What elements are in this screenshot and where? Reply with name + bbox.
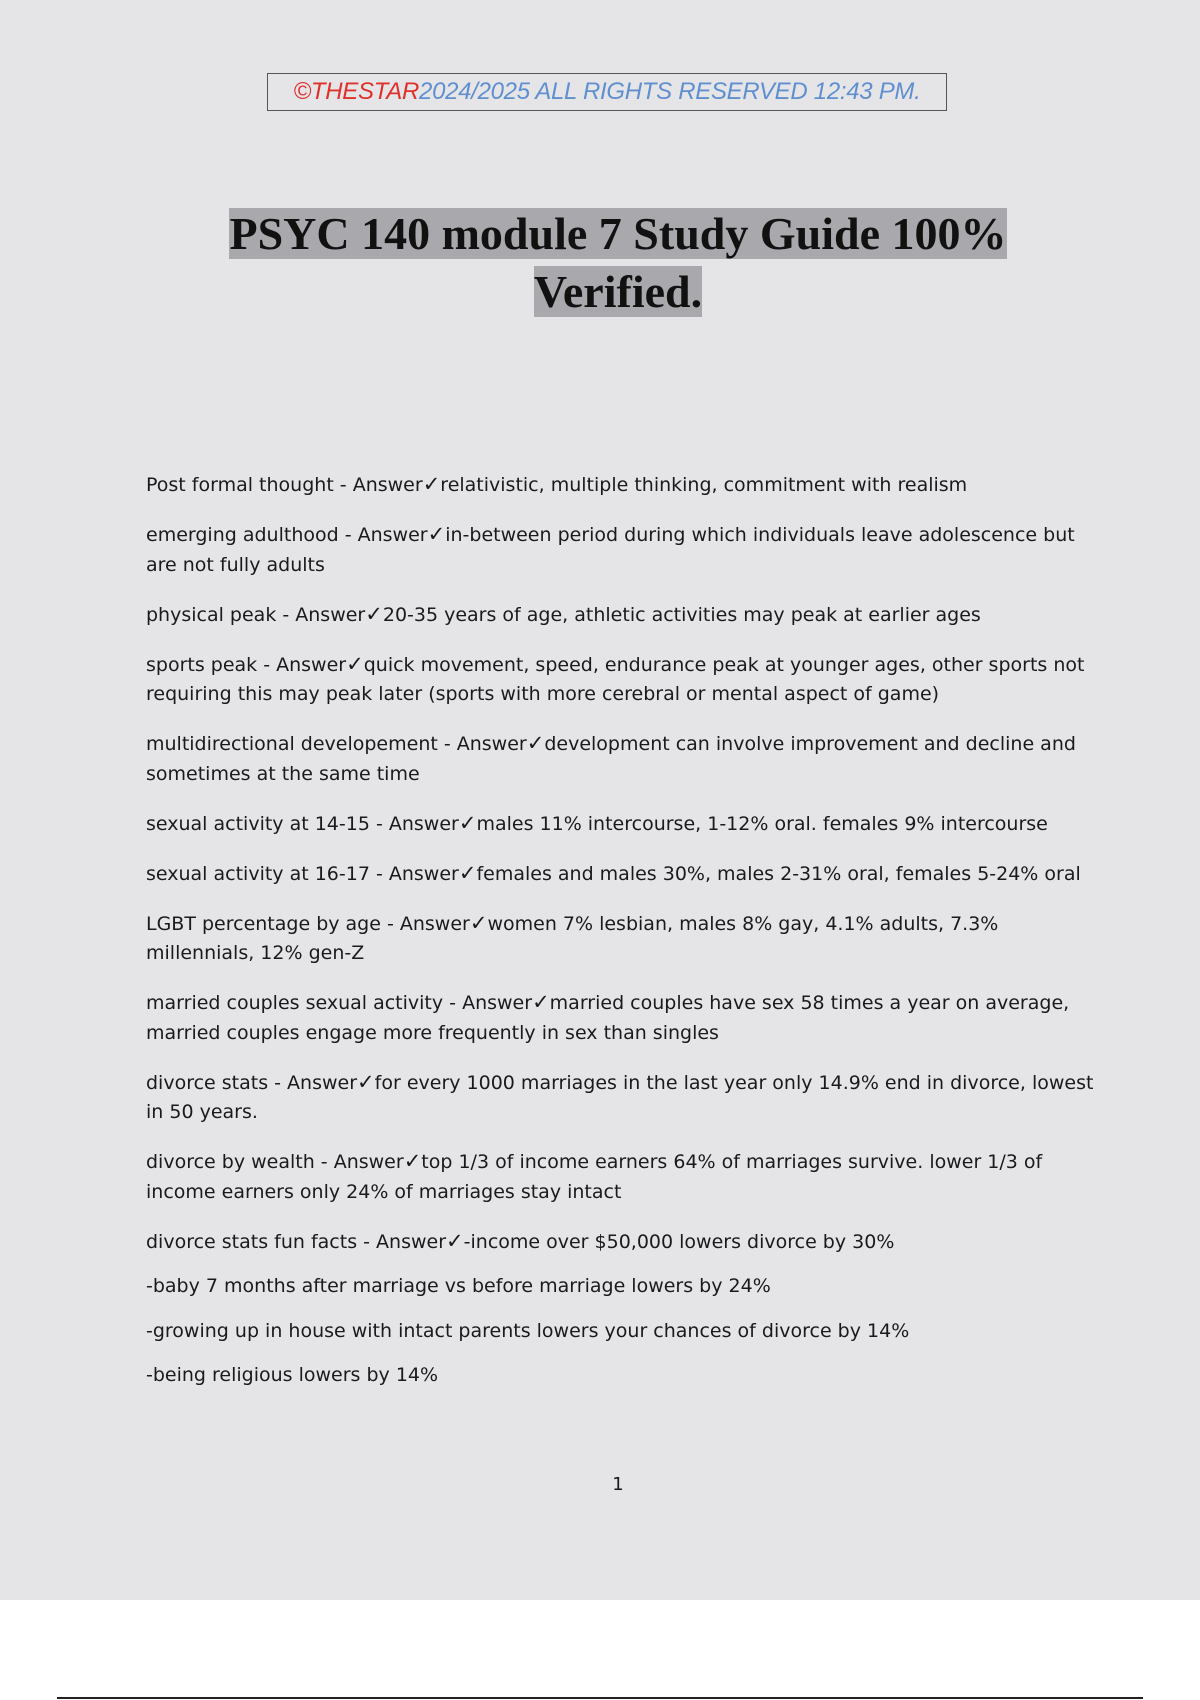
qa-answer: for every 1000 marriages in the last year only 14.9% end in divorce, lowest in 50 years. xyxy=(146,1071,1094,1123)
study-guide-content xyxy=(146,470,1096,1406)
header-rights-text: 2024/2025 ALL RIGHTS RESERVED 12:43 PM. xyxy=(419,78,921,105)
qa-answer: males 11% intercourse, 1-12% oral. females 9% intercourse xyxy=(476,812,1048,835)
answer-label: - Answer xyxy=(357,1230,447,1253)
checkmark-icon: ✓ xyxy=(532,990,550,1014)
qa-entry xyxy=(146,988,1096,1048)
qa-term: sports peak xyxy=(146,653,258,676)
qa-entry xyxy=(146,650,1096,710)
checkmark-icon: ✓ xyxy=(458,860,477,885)
checkmark-icon: ✓ xyxy=(446,1228,464,1253)
answer-label: - Answer xyxy=(257,653,347,676)
page-title xyxy=(0,205,1200,321)
answer-label: - Answer xyxy=(369,812,459,835)
checkmark-icon: ✓ xyxy=(346,651,364,676)
qa-entry xyxy=(146,470,1096,501)
qa-answer: quick movement, speed, endurance peak at younger ages, other sports not requiring this may peak later (sports with more cerebral or mental aspect of game) xyxy=(146,653,1085,705)
answer-label: - Answer xyxy=(333,474,423,496)
qa-entry xyxy=(146,859,1096,890)
qa-answer: -income over $50,000 lowers divorce by 30% xyxy=(463,1230,895,1253)
page-number: 1 xyxy=(612,1474,624,1495)
checkmark-icon: ✓ xyxy=(403,1149,422,1173)
checkmark-icon: ✓ xyxy=(365,601,383,626)
qa-entry xyxy=(146,520,1096,580)
qa-term: divorce stats xyxy=(146,1071,269,1094)
fact-line: -baby 7 months after marriage vs before marriage lowers by 24% xyxy=(146,1275,771,1297)
title-line-2: Verified. xyxy=(533,266,703,317)
checkmark-icon: ✓ xyxy=(357,1069,375,1094)
qa-term: emerging adulthood xyxy=(146,524,339,546)
answer-label: - Answer xyxy=(380,912,470,935)
answer-label: - Answer xyxy=(268,1071,358,1094)
answer-label: - Answer xyxy=(276,603,366,626)
qa-term: divorce by wealth xyxy=(146,1151,315,1173)
qa-answer: women 7% lesbian, males 8% gay, 4.1% adults, 7.3% millennials, 12% gen-Z xyxy=(146,912,999,964)
qa-entry xyxy=(146,1147,1096,1207)
qa-answer: in-between period during which individuals leave adolescence but are not fully adults xyxy=(146,524,1075,576)
fact-line: -being religious lowers by 14% xyxy=(146,1364,439,1386)
qa-entry xyxy=(146,909,1096,969)
qa-answer: development can involve improvement and decline and sometimes at the same time xyxy=(146,733,1076,785)
answer-label: - Answer xyxy=(437,733,527,755)
qa-answer: females and males 30%, males 2-31% oral, females 5-24% oral xyxy=(476,862,1081,885)
checkmark-icon: ✓ xyxy=(526,731,545,755)
qa-term: married couples sexual activity xyxy=(146,992,444,1014)
qa-answer: relativistic, multiple thinking, commitment with realism xyxy=(440,474,968,496)
qa-entry xyxy=(146,1227,1096,1258)
qa-answer: married couples have sex 58 times a year on average, married couples engage more frequently in sex than singles xyxy=(146,992,1070,1044)
qa-entry xyxy=(146,729,1096,789)
answer-label: - Answer xyxy=(314,1151,404,1173)
qa-entry xyxy=(146,600,1096,631)
header-brand: ©THESTAR xyxy=(293,78,420,105)
qa-term: LGBT percentage by age xyxy=(146,912,381,935)
footer-divider xyxy=(57,1697,1143,1699)
qa-term: multidirectional developement xyxy=(146,733,438,755)
qa-term: divorce stats fun facts xyxy=(146,1230,358,1253)
checkmark-icon: ✓ xyxy=(458,810,477,835)
answer-label: - Answer xyxy=(443,992,533,1014)
qa-term: physical peak xyxy=(146,603,277,626)
answer-label: - Answer xyxy=(369,862,459,885)
checkmark-icon: ✓ xyxy=(422,472,441,496)
fact-line: -growing up in house with intact parents lowers your chances of divorce by 14% xyxy=(146,1319,910,1342)
qa-answer: 20-35 years of age, athletic activities may peak at earlier ages xyxy=(382,603,981,626)
checkmark-icon: ✓ xyxy=(469,910,488,935)
qa-answer: top 1/3 of income earners 64% of marriages survive. lower 1/3 of income earners only 24% of marriages stay intact xyxy=(146,1151,1043,1203)
qa-term: sexual activity at 16-17 xyxy=(146,862,370,885)
qa-entry xyxy=(146,1068,1096,1128)
checkmark-icon: ✓ xyxy=(427,522,446,546)
qa-term: sexual activity at 14-15 xyxy=(146,812,370,835)
qa-entry xyxy=(146,809,1096,840)
title-line-1: PSYC 140 module 7 Study Guide 100% xyxy=(229,208,1007,259)
copyright-header xyxy=(267,73,947,111)
answer-label: - Answer xyxy=(338,524,428,546)
qa-term: Post formal thought xyxy=(146,474,334,496)
